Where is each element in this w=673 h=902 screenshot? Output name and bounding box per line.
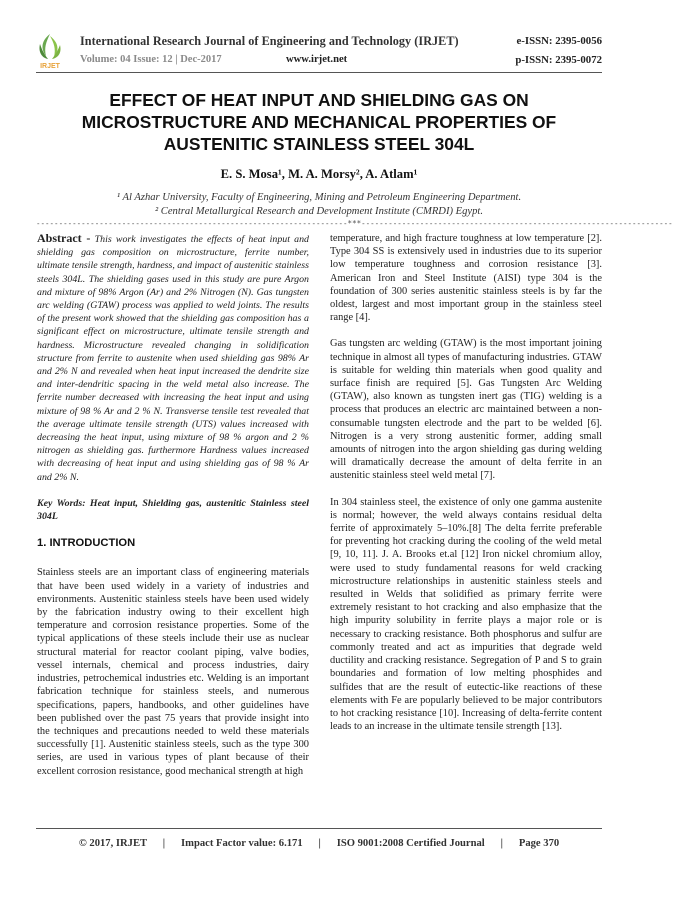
abstract-text: This work investigates the effects of heat input and shielding gas composition on microstructure, ferrite number, ultimate tensile strength, hardness, and impact of austenitic stainless steels 304L. The shielding gases used in this study are pure Argon and mixture of 98% Argon (Ar) and 2% Nitrogen (N). Gas tungsten arc welding (GTAW) process was applied to weld joints. The results of the present work showed that the shielding gas composition has a significant effect on microstructure, ultimate tensile strength and hardness. Microstructure revealed changing in solidification structure from ferrite to austenite when used shielding gas 98% Ar and 2% N and revealed when heat input increased the dendrite size and inter-dendritic spacing in the weld metal also increase. The ferrite number decreased with increasing the heat input and using mixture of 98 % Ar and 2 % N. Transverse tensile test revealed that the average ultimate tensile strength (UTS) values increased with decreasing the heat input, using mixture of 98 % argon and 2 % nitrogen as shielding gas. furthermore Hardness values increased with decreasing of heat input and using shielding gas of 98 % Ar and 2% N. [37,234,309,483]
right-column [330,232,602,746]
keywords: Key Words: Heat input, Shielding gas, austenitic Stainless steel 304L [37,497,309,523]
paper-authors: E. S. Mosa¹, M. A. Morsy², A. Atlam¹ [220,167,418,181]
affiliation-1: ¹ Al Azhar University, Faculty of Engineering, Mining and Petroleum Engineering Department. [116,192,522,203]
section-separator: ---------------------------------------------------------------------***--------------------------------------------------------------------- [36,219,673,228]
abstract-label: Abstract - [37,231,91,245]
irjet-logo-icon [36,32,64,70]
logo-text: IRJET [40,63,60,70]
paper-title: EFFECT OF HEAT INPUT AND SHIELDING GAS ON MICROSTRUCTURE AND MECHANICAL PROPERTIES OF AUSTENITIC STAINLESS STEEL 304L [81,90,557,154]
affiliation-2: ² Central Metallurgical Research and Development Institute (CMRDI) Egypt. [154,206,484,217]
e-issn: e-ISSN: 2395-0056 [516,35,602,47]
journal-website-link[interactable]: www.irjet.net [286,54,348,65]
intro-paragraph-4: In 304 stainless steel, the existence of only one gamma austenite is normal; however, the weld always contains residual delta ferrite of approximately 5–10%.[8] The delta ferrite preferable for preventing hot cracking during the cooling of the weld metal [9, 10, 11]. J. A. Brooks et.al [12] Iron nickel chromium alloy, were used to study fundamental reasons for weld cracking microstructure relationships in austenitic stainless steels and resulted in Welds that solidified as primary ferrite were extremely resistant to hot cracking and also emphasize that the high impurity solubility in ferrite plays a major role or is necessary to cracking resistance. Both phosphorus and sulfur are commonly treated and act as impurities that degrade weld ductility and cracking resistance. Segregation of P and S to grain boundaries and formation of low melting phosphides and sulfides that are the result of eutectic-like reactions of these elements with Fe are popularly believed to be major contributors to hot cracking resistance [10]. Increasing of delta-ferrite content leads to an increase in the ultimate tensile strength [13]. [330,496,602,733]
left-column [37,232,309,791]
journal-header [36,30,602,70]
footer-rule [36,828,602,829]
intro-paragraph-1: Stainless steels are an important class of engineering materials that have been used widely in a variety of industries and environments. Austenitic stainless steels have been used widely by the fabrication industry owing to their excellent high temperature and corrosion resistance properties. Some of the typical applications of these steels include their use as nuclear structural material for reactor coolant piping, valve bodies, vessel internals, chemical and process industries, dairy industries, petrochemical industries etc. Welding is an important fabrication technique for stainless steels, and numerous specifications, papers, handbooks, and other guidelines have been published over the past 75 years that provide insight into the techniques and precautions needed to weld these materials successfully [1]. Austenitic stainless steels, such as the type 300 series, are used in various types of plant because of their excellent corrosion resistance, good mechanical strength at high [37,567,309,777]
abstract [37,232,309,484]
intro-paragraph-3: Gas tungsten arc welding (GTAW) is the most important joining technique in almost all types of manufacturing industries. GTAW is suitable for welding thin materials when good quality and surface finish are required [5]. Gas Tungsten Arc Welding (GTAW), also known as tungsten inert gas (TIG) welding is a process that produces an electric arc maintained between a non-consumable tungsten electrode and the part to be welded [6]. Nitrogen is a very strong austenitic former, adding small amounts of nitrogen into the argon shielding gas during welding will dramatically decrease the amount of delta ferrite in an austenitic stainless steel weld metal [7]. [330,338,602,482]
journal-title: International Research Journal of Engineering and Technology (IRJET) [80,34,459,48]
volume-info: Volume: 04 Issue: 12 | Dec-2017 [80,54,222,65]
intro-paragraph-2: temperature, and high fracture toughness at low temperature [2]. Type 304 SS is extensively used in industries due to its superior low temperature toughness and corrosion resistance [3]. American Iron and Steel Institute (AISI) type 304 is the foundation of 300 series austenitic stainless steels is by far the oldest, largest and most important group in the stainless steel range [4]. [330,233,602,324]
header-rule [36,72,602,73]
page-footer: © 2017, IRJET | Impact Factor value: 6.171 | ISO 9001:2008 Certified Journal | Page 370 [78,838,560,849]
section-heading-introduction: 1. INTRODUCTION [37,537,136,550]
p-issn: p-ISSN: 2395-0072 [515,54,602,66]
